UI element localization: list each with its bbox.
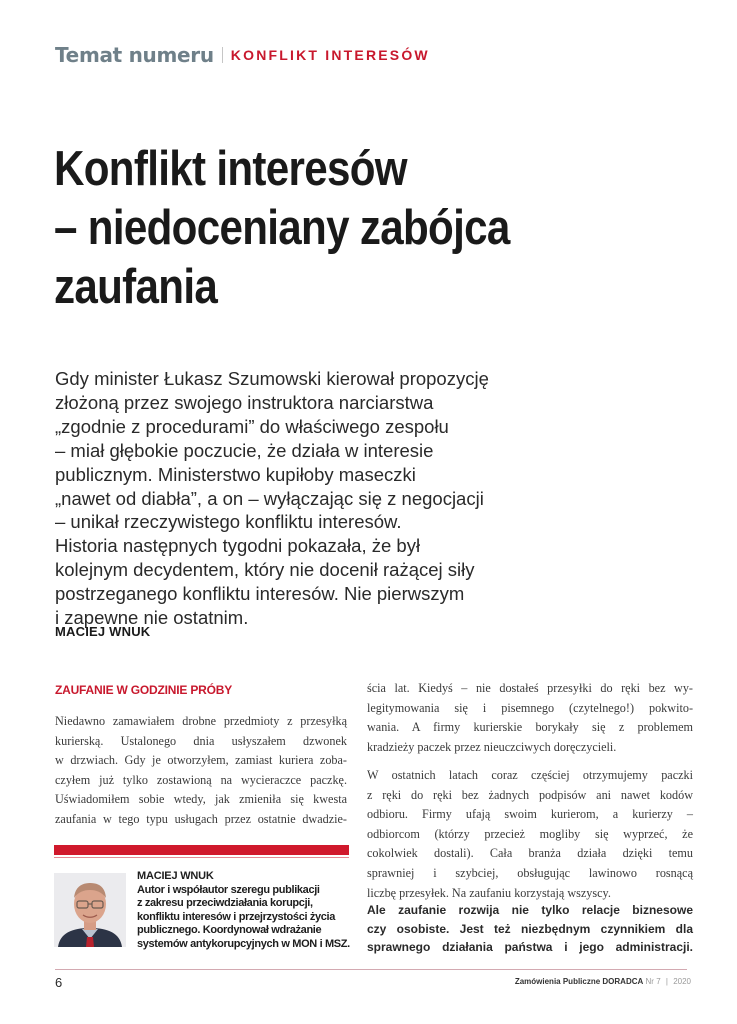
section-heading: ZAUFANIE W GODZINIE PRÓBY [55, 683, 233, 697]
lead-line: „nawet od diabła”, a on – wyłączając się z negocjacji [55, 487, 484, 509]
author-box-rule [54, 857, 349, 858]
text-line: liczbę przesyłek. Na zaufaniu korzystają wszyscy. [367, 885, 611, 900]
title-line: Konflikt interesów [54, 142, 407, 196]
publication-info [515, 977, 691, 986]
bio-line: publicznego. Koordynował wdrażanie [137, 924, 322, 937]
right-column-paragraph-2 [367, 766, 693, 903]
text-line: kurierską. Ustalonego dnia usłyszałem dzwonek [55, 733, 347, 748]
article-lead [55, 367, 525, 630]
lead-line: kolejnym decydentem, który nie docenił rażącej siły [55, 559, 475, 581]
lead-line: postrzeganego konfliktu interesów. Nie pierwszym [55, 583, 465, 605]
text-line: wania. A firmy kurierskie borykały się z problemem [367, 720, 693, 735]
byline: MACIEJ WNUK [55, 624, 151, 639]
text-line: czyłem już tylko zostawioną na wycieraczce paczkę. [55, 772, 347, 787]
text-line: Niedawno zamawiałem drobne przedmioty z przesyłką [55, 714, 347, 728]
text-line: odbiorcom (którzy przecież mogliby się wyprzeć, że [367, 826, 693, 841]
bold-paragraph [367, 901, 693, 957]
bio-line: systemów antykorupcyjnych w MON i MSZ. [137, 937, 350, 950]
publication-name: Zamówienia Publiczne DORADCA [514, 977, 644, 986]
kicker-divider [222, 47, 223, 63]
text-line: Uświadomiłem sobie wtedy, jak zmieniła się kwesta [55, 792, 347, 807]
footer-separator: | [665, 977, 668, 986]
lead-line: – unikał rzeczywistego konfliktu interesów. [55, 511, 402, 533]
topic-label: KONFLIKT INTERESÓW [230, 47, 430, 63]
text-line: kradzieży paczek przez nieuczciwych doręczycieli. [367, 739, 617, 754]
section-label: Temat numeru [55, 43, 214, 67]
title-line: – niedoceniany zabójca [54, 201, 510, 255]
issue-number: Nr 7 [645, 977, 661, 986]
bio-line: konfliktu interesów i przejrzystości życia [137, 910, 336, 923]
lead-line: „zgodnie z procedurami” do właściwego zespołu [55, 415, 449, 437]
bio-line: Autor i współautor szeregu publikacji [137, 883, 320, 896]
text-line: odbioru. Firmy ufają swoim kurierom, a kurierzy – [367, 807, 693, 822]
text-line: z ręki do ręki bez żadnych podpisów ani nawet kodów [367, 787, 693, 802]
text-line: sprawnego działania państwa i jego administracji. [367, 940, 693, 955]
text-line: Ale zaufanie rozwija nie tylko relacje biznesowe [367, 903, 693, 917]
bio-line: z zakresu przeciwdziałania korupcji, [137, 897, 313, 910]
left-column-paragraph [55, 712, 347, 830]
text-line: W ostatnich latach coraz częściej otrzymujemy paczki [367, 768, 693, 782]
lead-line: złożoną przez swojego instruktora narciarstwa [55, 391, 434, 413]
page-number: 6 [55, 975, 63, 990]
lead-line: Historia następnych tygodni pokazała, że był [55, 535, 421, 557]
author-portrait-icon [54, 873, 126, 947]
article-title [54, 140, 604, 317]
section-kicker [55, 42, 430, 68]
right-column-paragraph-1 [367, 679, 693, 757]
text-line: cokolwiek dostali). Cała branża działa dzięki temu [367, 846, 693, 861]
text-line: legitymowania się i pisemnego (czytelnego!) pokwito- [367, 700, 693, 715]
lead-line: publicznym. Ministerstwo kupiłoby maseczki [55, 463, 416, 485]
title-line: zaufania [54, 260, 218, 314]
author-bio [137, 870, 352, 952]
lead-line: i zapewne nie ostatnim. [55, 607, 249, 629]
lead-line: – miał głębokie poczucie, że działa w interesie [55, 439, 434, 461]
text-line: zaufania w tego typu usługach przez ostatnie dwadzie- [55, 811, 347, 826]
text-line: w drzwiach. Gdy je otworzyłem, zamiast kuriera zoba- [55, 753, 347, 768]
footer-rule [55, 969, 687, 970]
text-line: sprawniej i szybciej, obsługując lawinowo rosnącą [367, 865, 693, 880]
lead-line: Gdy minister Łukasz Szumowski kierował propozycję [55, 368, 489, 389]
author-name: MACIEJ WNUK [137, 870, 214, 882]
author-box-accent-bar [54, 845, 349, 855]
text-line: ścia lat. Kiedyś – nie dostałeś przesyłki do ręki bez wy- [367, 681, 693, 695]
text-line: czy osobiste. Jest też niezbędnym czynnikiem dla [367, 921, 693, 936]
portrait-drawing [54, 873, 126, 947]
issue-year: 2020 [673, 977, 691, 986]
